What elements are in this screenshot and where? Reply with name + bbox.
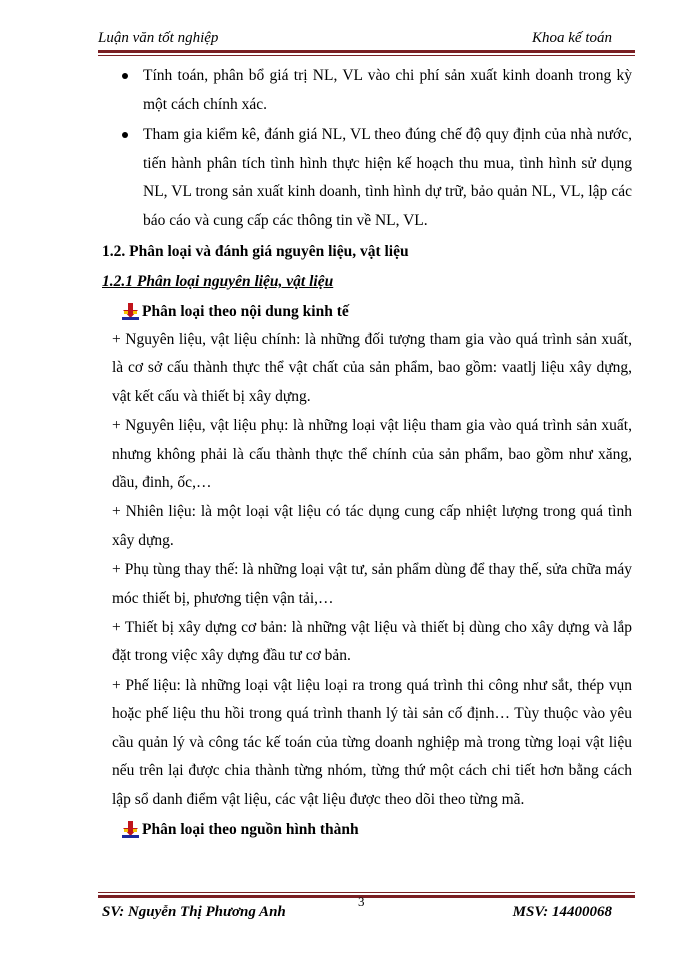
header-department: Khoa kế toán: [532, 30, 612, 46]
list-item: + Phụ tùng thay thế: là những loại vật tư, sản phẩm dùng để thay thế, sửa chữa máy móc thiết bị, phương tiện vận tải,…: [112, 561, 632, 607]
page-number: 3: [358, 894, 365, 909]
page-footer: [102, 902, 612, 924]
page-header: [98, 28, 612, 50]
section-heading: 1.2. Phân loại và đánh giá nguyên liệu, vật liệu: [102, 243, 409, 260]
list-item: + Phế liệu: là những loại vật liệu loại ra trong quá trình thi công như sắt, thép vụn hoặc phế liệu thu hồi trong quá trình thanh lý tài sản cố định… Tùy thuộc vào yêu cầu quản lý và công tác kế toán của từng doanh nghiệp mà trong từng loại vật liệu nếu trên lại được chia thành từng nhóm, từng thứ một cách chi tiết hơn bằng cách lập sổ danh điểm vật liệu, các vật liệu được theo dõi theo từng mã.: [112, 676, 632, 808]
footer-rule: [98, 892, 635, 898]
list-item: + Nguyên liệu, vật liệu chính: là những đối tượng tham gia vào quá trình sản xuất, là cơ sở cấu thành thực thể vật chất của sản phẩm, bao gồm: vaatlj liệu xây dựng, vật kết cấu và thiết bị xây dựng.: [112, 331, 632, 405]
list-item: + Thiết bị xây dựng cơ bản: là những vật liệu và thiết bị dùng cho xây dựng và lắp đặt trong việc xây dựng đầu tư cơ bản.: [112, 619, 632, 665]
footer-student-name: SV: Nguyễn Thị Phương Anh: [102, 904, 286, 920]
category-heading-source: [102, 815, 632, 844]
bullet-text: Tính toán, phân bổ giá trị NL, VL vào chi phí sản xuất kinh doanh trong kỳ một cách chính xác.: [143, 67, 632, 113]
category-heading-text: Phân loại theo nguồn hình thành: [142, 820, 359, 838]
footer-student-id: MSV: 14400068: [512, 904, 612, 920]
subsection-heading: 1.2.1 Phân loại nguyên liệu, vật liệu: [102, 273, 334, 290]
list-item: + Nguyên liệu, vật liệu phụ: là những loại vật liệu tham gia vào quá trình sản xuất, nhưng không phải là cấu thành thực thể chính của sản phẩm, bao gồm như xăng, dầu, đinh, ốc,…: [112, 417, 632, 492]
category-heading-text: Phân loại theo nội dung kinh tế: [142, 303, 349, 320]
header-rule: [98, 50, 635, 56]
bullet-dot-icon: [122, 73, 128, 79]
bullet-dot-icon: [122, 132, 128, 138]
bullet-item: [102, 62, 632, 119]
bullet-item: [102, 121, 632, 235]
category-heading-economic: [102, 297, 632, 326]
header-thesis-title: Luận văn tốt nghiệp: [98, 30, 219, 46]
bullet-text: Tham gia kiểm kê, đánh giá NL, VL theo đúng chế độ quy định của nhà nước, tiến hành phân tích tình hình thực hiện kế hoạch thu mua, tình hình sử dụng NL, VL trong sản xuất kinh doanh, tình hình dự trữ, bảo quản NL, VL, lập các báo cáo và cung cấp các thông tin về NL, VL.: [143, 126, 632, 229]
list-item: + Nhiên liệu: là một loại vật liệu có tác dụng cung cấp nhiệt lượng trong quá tình xây dựng.: [112, 503, 632, 549]
arrow-down-icon: [122, 821, 139, 838]
page-body: [102, 62, 632, 844]
arrow-down-icon: [122, 303, 139, 320]
